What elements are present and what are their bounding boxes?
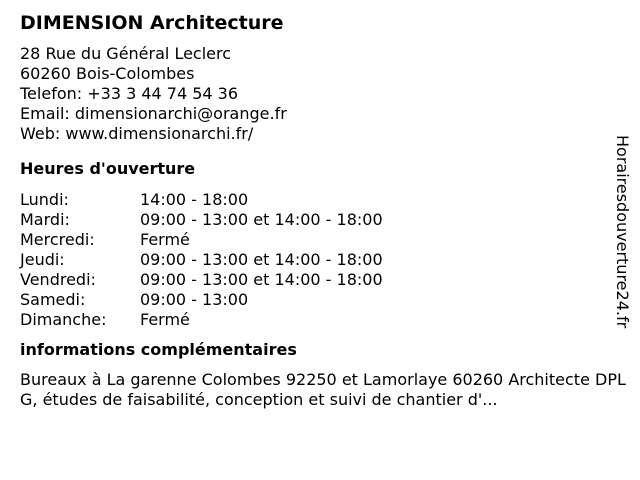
hours-row-wednesday: [20, 230, 620, 250]
day-hours: 14:00 - 18:00: [140, 190, 249, 209]
day-label: Vendredi:: [20, 270, 96, 289]
day-hours: Fermé: [140, 310, 190, 329]
day-label: Dimanche:: [20, 310, 107, 329]
opening-hours-table: [20, 190, 620, 330]
day-hours: 09:00 - 13:00: [140, 290, 249, 309]
day-label: Lundi:: [20, 190, 69, 209]
additional-info-text: Bureaux à La garenne Colombes 92250 et Lamorlaye 60260 Architecte DPLG, études de faisabilité, conception et suivi de chantier d'...: [20, 370, 626, 409]
hours-row-tuesday: [20, 210, 620, 230]
additional-info-heading: informations complémentaires: [20, 340, 297, 359]
hours-row-monday: [20, 190, 620, 210]
day-hours: 09:00 - 13:00 et 14:00 - 18:00: [140, 250, 383, 269]
day-label: Samedi:: [20, 290, 86, 309]
hours-row-saturday: [20, 290, 620, 310]
day-hours: 09:00 - 13:00 et 14:00 - 18:00: [140, 270, 383, 289]
contact-block: [20, 44, 620, 144]
address-line-2: 60260 Bois-Colombes: [20, 64, 195, 83]
hours-row-thursday: [20, 250, 620, 270]
phone-line: Telefon: +33 3 44 74 54 36: [20, 84, 239, 103]
web-line: Web: www.dimensionarchi.fr/: [20, 124, 254, 143]
address-line-1: 28 Rue du Général Leclerc: [20, 44, 232, 63]
opening-hours-heading: Heures d'ouverture: [20, 159, 196, 178]
hours-row-friday: [20, 270, 620, 290]
day-label: Mardi:: [20, 210, 70, 229]
day-hours: Fermé: [140, 230, 190, 249]
business-name: DIMENSION Architecture: [20, 12, 284, 34]
day-hours: 09:00 - 13:00 et 14:00 - 18:00: [140, 210, 383, 229]
site-watermark: Horairesdouverture24.fr: [613, 135, 632, 329]
email-line: Email: dimensionarchi@orange.fr: [20, 104, 287, 123]
day-label: Mercredi:: [20, 230, 95, 249]
day-label: Jeudi:: [20, 250, 65, 269]
hours-row-sunday: [20, 310, 620, 330]
